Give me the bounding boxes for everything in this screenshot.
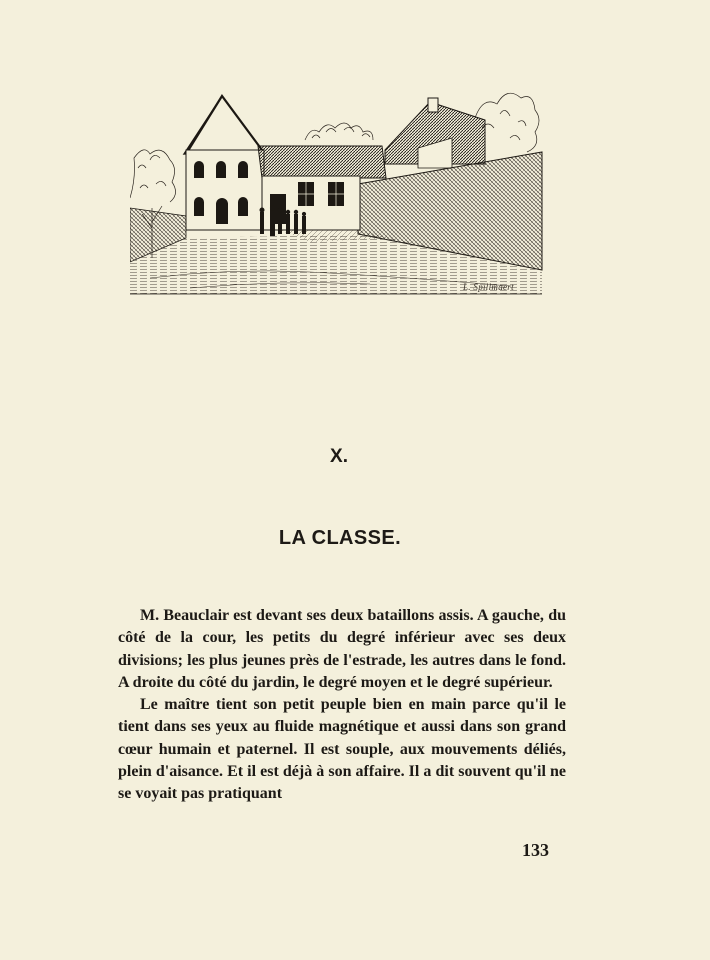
chapter-number: X. — [330, 446, 348, 467]
body-text — [118, 605, 566, 806]
chapter-title: LA CLASSE. — [278, 527, 402, 549]
paragraph: Le maître tient son petit peuple bien en main parce qu'il le tient dans ses yeux au fluide magnétique et aussi dans son grand cœur humain et paternel. Il est souple, aux mouvements déliés, plein d'aisance. Et il est déjà à son affaire. Il a dit souvent qu'il ne se voyait pas pratiquant — [118, 696, 566, 803]
page-number: 133 — [522, 840, 549, 860]
school-illustration — [130, 88, 550, 300]
paragraph: M. Beauclair est devant ses deux bataillons assis. A gauche, du côté de la cour, les petits du degré inférieur avec ses deux divisions; les plus jeunes près de l'estrade, les autres dans le fond. A droite du côté du jardin, le degré moyen et le degré supérieur. — [118, 607, 566, 691]
artist-signature: L. Spillmaert — [463, 282, 514, 292]
